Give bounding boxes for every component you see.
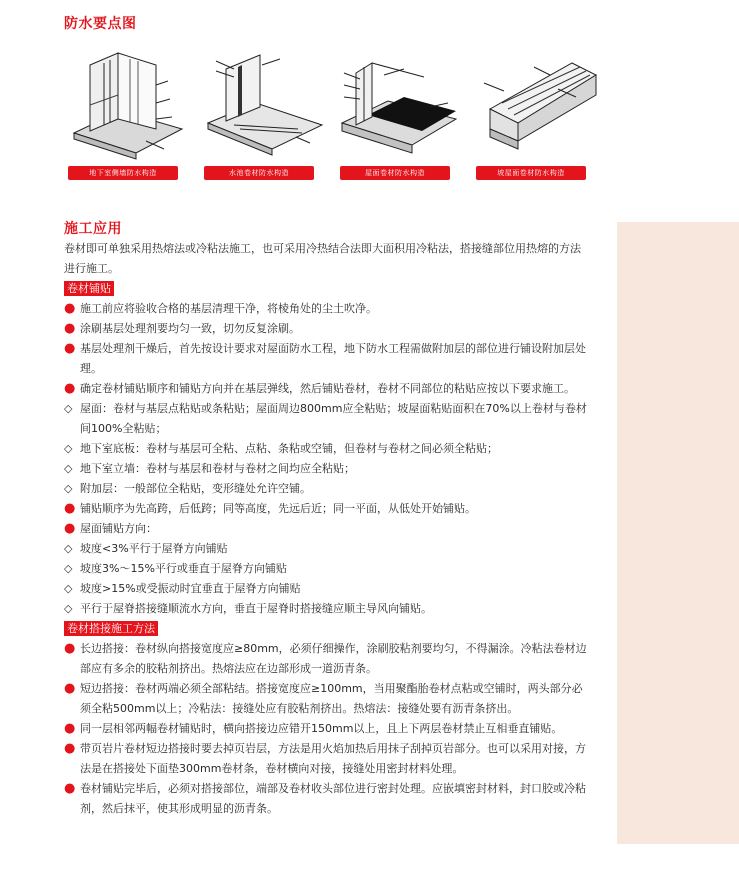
list-item-text: 涂刷基层处理剂要均匀一致，切勿反复涂刷。 (80, 322, 300, 335)
list-item-text: 坡度>15%或受振动时宜垂直于屋脊方向铺贴 (80, 582, 301, 595)
figure-caption: 屋面卷材防水构造 (340, 166, 450, 180)
section-tag-overlap: 卷材搭接施工方法 (64, 621, 158, 636)
bullet-diamond-icon: ◇ (64, 542, 73, 555)
list-item (64, 579, 587, 599)
figure-roof (332, 45, 460, 185)
side-decor-panel (617, 222, 739, 844)
bullet-dot-icon: ● (64, 521, 76, 536)
roof-diagram-icon (332, 45, 460, 163)
list-item (64, 739, 587, 779)
intro-paragraph: 卷材即可单独采用热熔法或冷粘法施工，也可采用冷热结合法即大面积用冷粘法，搭接缝部位用热熔的方法进行施工。 (64, 242, 581, 275)
bullet-diamond-icon: ◇ (64, 602, 73, 615)
list-item-text: 屋面铺贴方向： (80, 522, 157, 535)
figure-pool (196, 45, 324, 185)
list-item (64, 639, 587, 679)
laying-list (64, 299, 587, 619)
bullet-dot-icon: ● (64, 641, 76, 656)
list-item-text: 基层处理剂干燥后，首先按设计要求对屋面防水工程，地下防水工程需做附加层的部位进行铺设附加层处理。 (80, 342, 586, 375)
list-item-text: 地下室立墙：卷材与基层和卷材与卷材之间均应全粘贴； (80, 462, 355, 475)
bullet-diamond-icon: ◇ (64, 562, 73, 575)
overlap-list (64, 639, 587, 819)
bullet-dot-icon: ● (64, 681, 76, 696)
list-item (64, 679, 587, 719)
figure-row (60, 45, 600, 185)
list-item (64, 559, 587, 579)
list-item (64, 439, 587, 459)
list-item-text: 卷材铺贴完毕后，必须对搭接部位，端部及卷材收头部位进行密封处理。应嵌填密封材料，封口胶或冷粘剂，然后抹平，使其形成明显的沥青条。 (80, 782, 586, 815)
figure-slope-roof (468, 45, 596, 185)
bullet-diamond-icon: ◇ (64, 582, 73, 595)
list-item-text: 同一层相邻两幅卷材铺贴时，横向搭接边应错开150mm以上，且上下两层卷材禁止互相垂直铺贴。 (80, 722, 563, 735)
list-item (64, 539, 587, 559)
bullet-dot-icon: ● (64, 741, 76, 756)
section-tag-laying: 卷材铺贴 (64, 281, 114, 296)
bullet-dot-icon: ● (64, 781, 76, 796)
list-item-text: 带页岩片卷材短边搭接时要去掉页岩层，方法是用火焰加热后用抹子刮掉页岩部分。也可以采用对接，方法是在搭接处下面垫300mm卷材条，卷材横向对接，接缝处用密封材料处理。 (80, 742, 586, 775)
bullet-dot-icon: ● (64, 381, 76, 396)
list-item-text: 地下室底板：卷材与基层可全粘、点粘、条粘或空铺，但卷材与卷材之间必须全粘贴； (80, 442, 498, 455)
bullet-diamond-icon: ◇ (64, 462, 73, 475)
bullet-dot-icon: ● (64, 341, 76, 356)
bullet-dot-icon: ● (64, 501, 76, 516)
list-item (64, 479, 587, 499)
application-title: 施工应用 (64, 221, 122, 237)
list-item-text: 坡度<3%平行于屋脊方向铺贴 (80, 542, 228, 555)
list-item-text: 附加层：一般部位全粘贴，变形缝处允许空铺。 (80, 482, 311, 495)
list-item (64, 779, 587, 819)
list-item-text: 屋面：卷材与基层点粘贴或条粘贴；屋面周边800mm应全粘贴；坡屋面粘贴面积在70%以上卷材与卷材间100%全粘贴； (80, 402, 587, 435)
list-item (64, 299, 587, 319)
figure-basement-wall (60, 45, 188, 185)
list-item-text: 确定卷材铺贴顺序和铺贴方向并在基层弹线，然后铺贴卷材，卷材不同部位的粘贴应按以下要求施工。 (80, 382, 575, 395)
bullet-dot-icon: ● (64, 321, 76, 336)
figure-caption: 坡屋面卷材防水构造 (476, 166, 586, 180)
list-item (64, 339, 587, 379)
list-item-text: 平行于屋脊搭接缝顺流水方向，垂直于屋脊时搭接缝应顺主导风向铺贴。 (80, 602, 432, 615)
list-item-text: 铺贴顺序为先高跨，后低跨；同等高度，先远后近；同一平面，从低处开始铺贴。 (80, 502, 476, 515)
list-item (64, 459, 587, 479)
list-item-text: 短边搭接：卷材两端必须全部粘结。搭接宽度应≥100mm，当用聚酯胎卷材点粘或空铺时，两头部分必须全粘500mm以上；冷粘法：接缝处应有胶粘剂挤出。热熔法：接缝处要有沥青条挤出。 (80, 682, 583, 715)
figure-caption: 水池卷材防水构造 (204, 166, 314, 180)
list-item-text: 施工前应将验收合格的基层清理干净，将棱角处的尘土吹净。 (80, 302, 377, 315)
list-item-text: 长边搭接：卷材纵向搭接宽度应≥80mm，必须仔细操作，涂刷胶粘剂要均匀，不得漏涂。冷粘法卷材边部应有多余的胶粘剂挤出。热熔法应在边部形成一道沥青条。 (80, 642, 587, 675)
application-content (64, 239, 587, 819)
bullet-diamond-icon: ◇ (64, 442, 73, 455)
bullet-dot-icon: ● (64, 721, 76, 736)
bullet-diamond-icon: ◇ (64, 402, 73, 415)
list-item (64, 719, 587, 739)
list-item (64, 379, 587, 399)
bullet-diamond-icon: ◇ (64, 482, 73, 495)
figure-caption: 地下室侧墙防水构造 (68, 166, 178, 180)
list-item (64, 519, 587, 539)
pool-diagram-icon (196, 45, 324, 163)
basement-wall-diagram-icon (60, 45, 188, 163)
bullet-dot-icon: ● (64, 301, 76, 316)
list-item (64, 499, 587, 519)
list-item (64, 399, 587, 439)
figures-title: 防水要点图 (64, 16, 137, 32)
list-item (64, 319, 587, 339)
list-item (64, 599, 587, 619)
list-item-text: 坡度3%～15%平行或垂直于屋脊方向铺贴 (80, 562, 287, 575)
slope-roof-diagram-icon (468, 45, 600, 163)
